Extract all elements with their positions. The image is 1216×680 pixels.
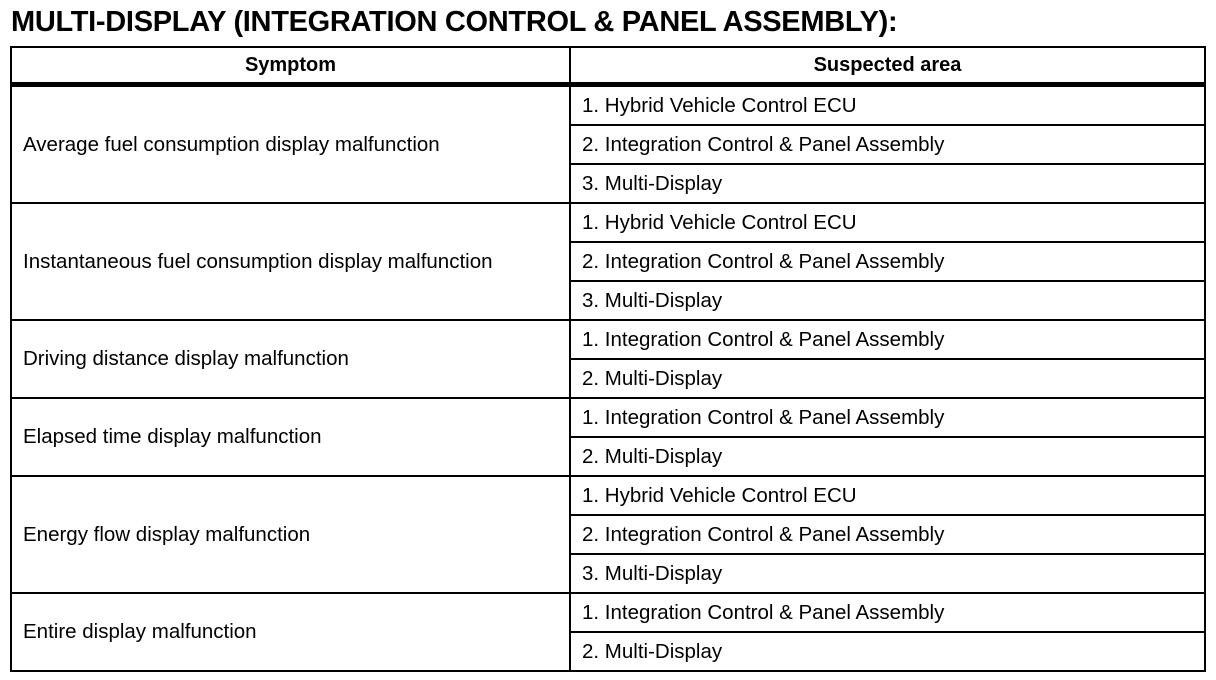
symptom-cell: Driving distance display malfunction [11,320,570,398]
suspected-area-cell: 2. Integration Control & Panel Assembly [570,242,1205,281]
suspected-area-cell: 2. Multi-Display [570,632,1205,671]
suspected-area-cell: 3. Multi-Display [570,554,1205,593]
table-row [11,320,1205,359]
symptom-table [10,46,1206,672]
table-row [11,85,1205,126]
symptom-cell: Energy flow display malfunction [11,476,570,593]
suspected-area-cell: 1. Hybrid Vehicle Control ECU [570,476,1205,515]
symptom-cell: Average fuel consumption display malfunction [11,85,570,204]
symptom-cell: Elapsed time display malfunction [11,398,570,476]
suspected-area-cell: 2. Multi-Display [570,437,1205,476]
suspected-area-cell: 2. Multi-Display [570,359,1205,398]
table-row [11,398,1205,437]
header-suspected-area: Suspected area [570,47,1205,85]
symptom-cell: Entire display malfunction [11,593,570,671]
header-symptom: Symptom [11,47,570,85]
suspected-area-cell: 1. Integration Control & Panel Assembly [570,593,1205,632]
table-row [11,203,1205,242]
table-header-row [11,47,1205,85]
symptom-cell: Instantaneous fuel consumption display malfunction [11,203,570,320]
suspected-area-cell: 2. Integration Control & Panel Assembly [570,125,1205,164]
suspected-area-cell: 3. Multi-Display [570,164,1205,203]
page-title: MULTI-DISPLAY (INTEGRATION CONTROL & PANEL ASSEMBLY): [11,6,898,38]
suspected-area-cell: 1. Integration Control & Panel Assembly [570,320,1205,359]
table-row [11,593,1205,632]
suspected-area-cell: 3. Multi-Display [570,281,1205,320]
suspected-area-cell: 2. Integration Control & Panel Assembly [570,515,1205,554]
table-row [11,476,1205,515]
suspected-area-cell: 1. Hybrid Vehicle Control ECU [570,85,1205,126]
suspected-area-cell: 1. Integration Control & Panel Assembly [570,398,1205,437]
suspected-area-cell: 1. Hybrid Vehicle Control ECU [570,203,1205,242]
